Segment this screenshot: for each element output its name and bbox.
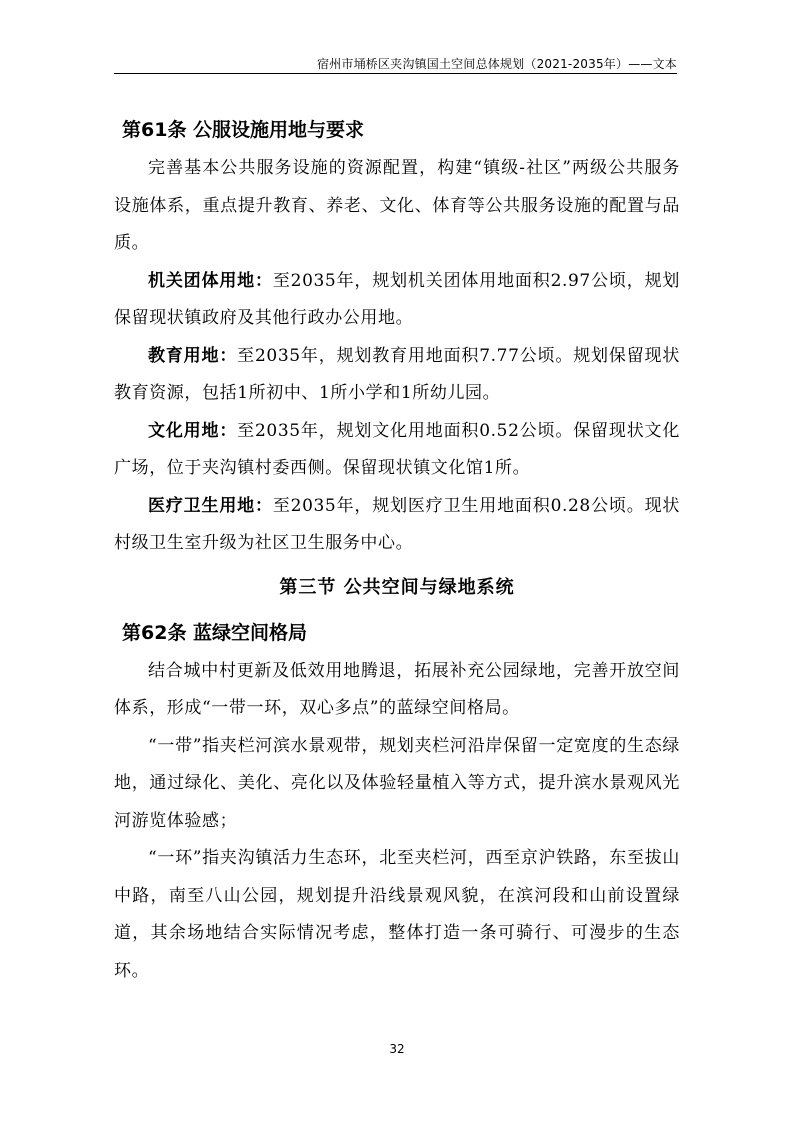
land-use-item-government xyxy=(114,263,680,338)
land-use-text: 至2035年，规划医疗卫生用地面积0.28公顷。现状村级卫生室升级为社区卫生服务中心。 xyxy=(114,495,680,553)
land-use-label: 医疗卫生用地： xyxy=(148,495,273,516)
land-use-label: 文化用地： xyxy=(148,420,238,441)
land-use-label: 机关团体用地： xyxy=(148,270,273,291)
land-use-item-education xyxy=(114,338,680,413)
article-61-title: 第61条 公服设施用地与要求 xyxy=(122,119,365,141)
article-61-intro: 完善基本公共服务设施的资源配置，构建“镇级-社区”两级公共服务设施体系，重点提升教育、养老、文化、体育等公共服务设施的配置与品质。 xyxy=(114,158,680,253)
land-use-item-culture xyxy=(114,413,680,488)
land-use-text: 至2035年，规划机关团体用地面积2.97公顷，规划保留现状镇政府及其他行政办公用地。 xyxy=(114,270,680,328)
article-62-paragraph: “一带”指夹栏河滨水景观带，规划夹栏河沿岸保留一定宽度的生态绿地，通过绿化、美化、亮化以及体验轻量植入等方式，提升滨水景观风光河游览体验感； xyxy=(114,735,680,831)
land-use-label: 教育用地： xyxy=(148,345,238,366)
header-divider xyxy=(114,73,677,74)
land-use-item-medical xyxy=(114,488,680,563)
section-3-title: 第三节 公共空间与绿地系统 xyxy=(279,576,515,598)
page-body xyxy=(114,110,680,990)
article-62-title: 第62条 蓝绿空间格局 xyxy=(122,621,308,644)
header-title: 宿州市埇桥区夹沟镇国土空间总体规划（2021-2035年）——文本 xyxy=(316,57,677,71)
article-62-paragraph: 结合城中村更新及低效用地腾退，拓展补充公园绿地，完善开放空间体系，形成“一带一环，双心多点”的蓝绿空间格局。 xyxy=(114,660,680,718)
land-use-text: 至2035年，规划教育用地面积7.77公顷。规划保留现状教育资源，包括1所初中、1所小学和1所幼儿园。 xyxy=(114,345,680,403)
land-use-text: 至2035年，规划文化用地面积0.52公顷。保留现状文化广场，位于夹沟镇村委西侧。保留现状镇文化馆1所。 xyxy=(114,420,680,478)
page-number: 32 xyxy=(389,1042,405,1056)
article-62-paragraph: “一环”指夹沟镇活力生态环，北至夹栏河，西至京沪铁路，东至拔山中路，南至八山公园，规划提升沿线景观风貌，在滨河段和山前设置绿道，其余场地结合实际情况考虑，整体打造一条可骑行、可漫步的生态环。 xyxy=(114,848,680,981)
